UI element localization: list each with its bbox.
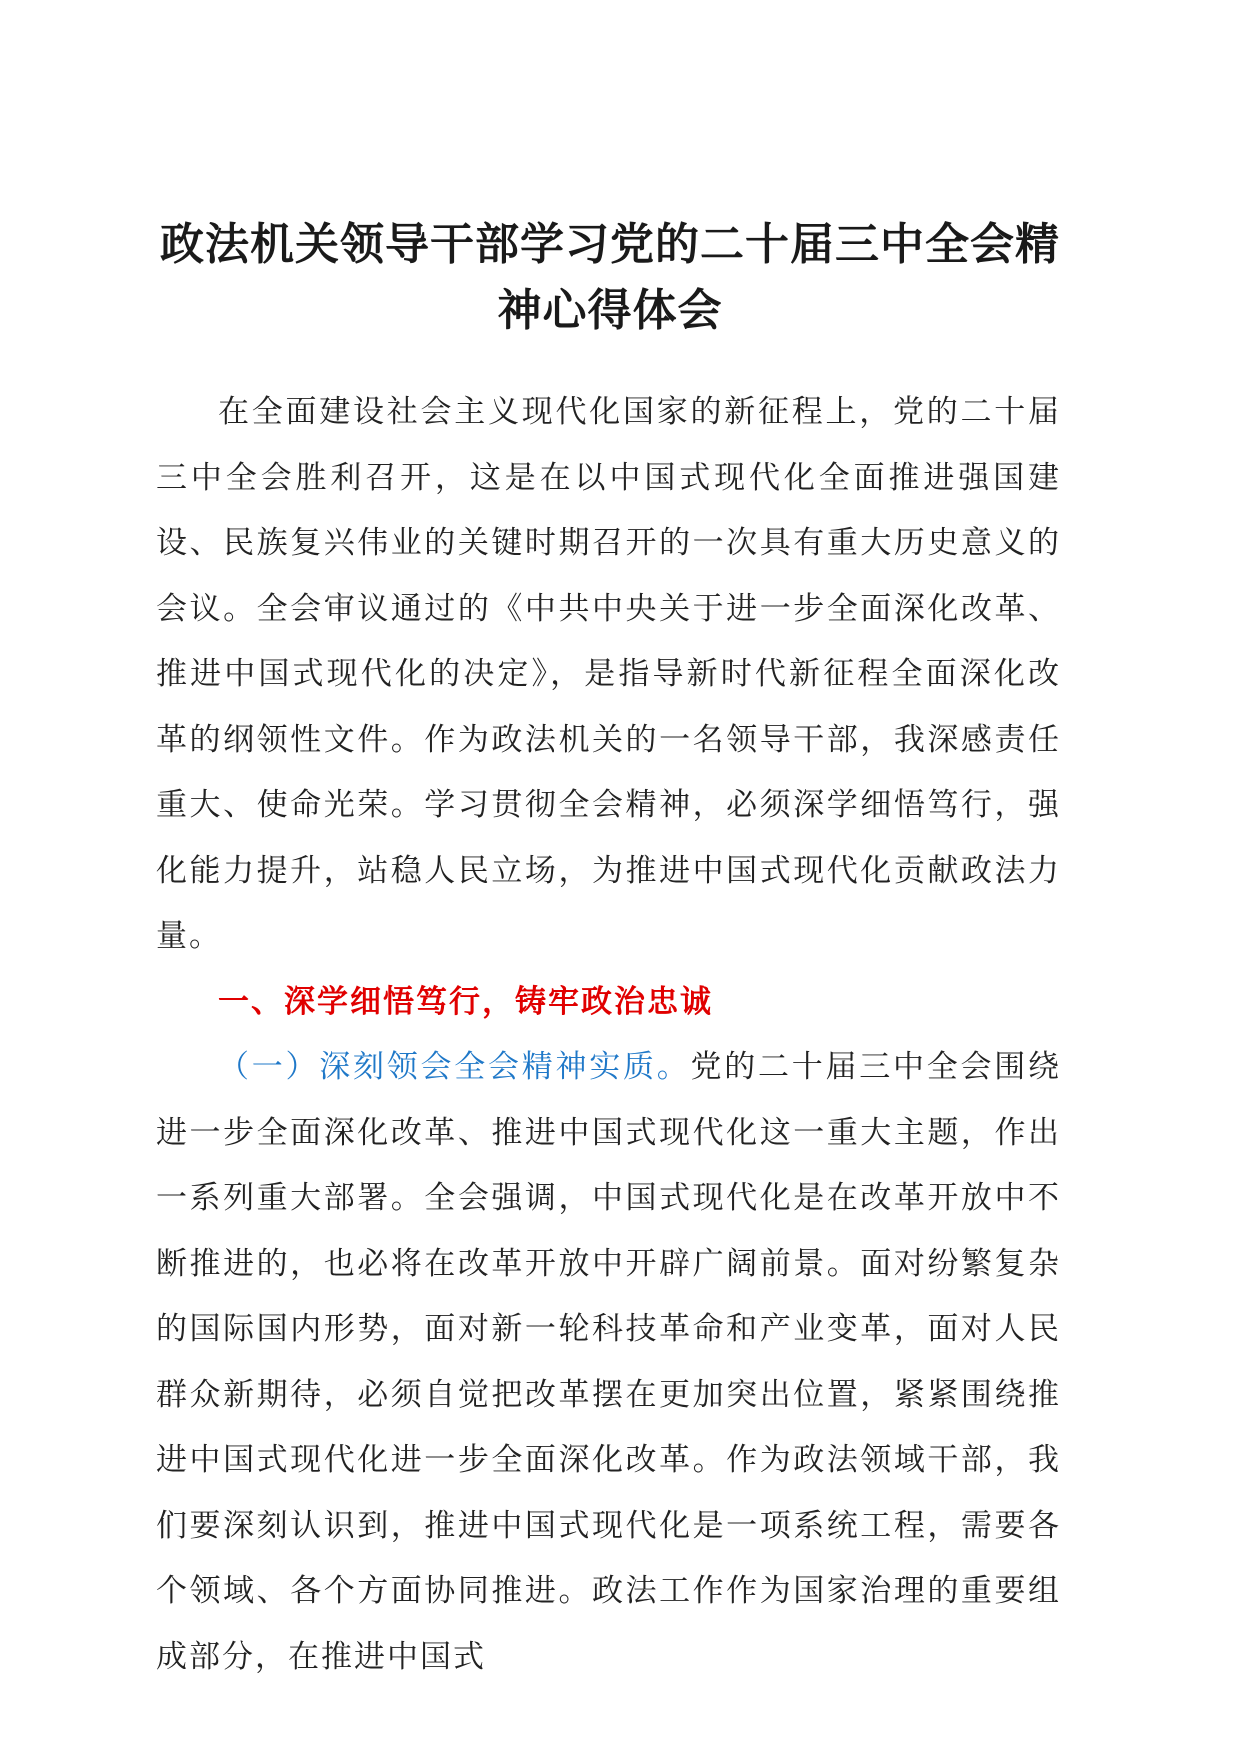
subsection-1-heading: （一）深刻领会全会精神实质。	[218, 1049, 691, 1085]
document-body	[156, 380, 1061, 1690]
subsection-1-paragraph	[156, 1035, 1061, 1690]
section-1-heading: 一、深学细悟笃行，铸牢政治忠诚	[218, 983, 713, 1020]
title-line-1: 政法机关领导干部学习党的二十届三中全会精	[160, 219, 1060, 270]
intro-paragraph: 在全面建设社会主义现代化国家的新征程上，党的二十届三中全会胜利召开，这是在以中国式现代化全面推进强国建设、民族复兴伟业的关键时期召开的一次具有重大历史意义的会议。全会审议通过的《中共中央关于进一步全面深化改革、推进中国式现代化的决定》，是指导新时代新征程全面深化改革的纲领性文件。作为政法机关的一名领导干部，我深感责任重大、使命光荣。学习贯彻全会精神，必须深学细悟笃行，强化能力提升，站稳人民立场，为推进中国式现代化贡献政法力量。	[156, 394, 1061, 954]
title-line-2: 神心得体会	[497, 285, 723, 336]
subsection-1-text: 党的二十届三中全会围绕进一步全面深化改革、推进中国式现代化这一重大主题，作出一系列重大部署。全会强调，中国式现代化是在改革开放中不断推进的，也必将在改革开放中开辟广阔前景。面对纷繁复杂的国际国内形势，面对新一轮科技革命和产业变革，面对人民群众新期待，必须自觉把改革摆在更加突出位置，紧紧围绕推进中国式现代化进一步全面深化改革。作为政法领域干部，我们要深刻认识到，推进中国式现代化是一项系统工程，需要各个领域、各个方面协同推进。政法工作作为国家治理的重要组成部分，在推进中国式	[156, 1049, 1061, 1675]
document-title	[150, 212, 1070, 344]
